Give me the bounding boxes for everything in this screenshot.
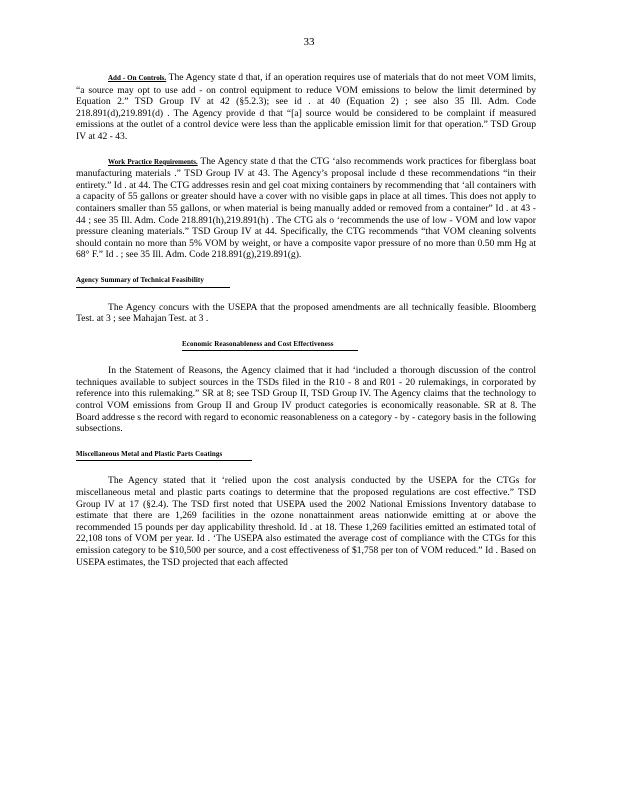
- paragraph-work-practice-requirements: [76, 156, 536, 261]
- heading-misc-metal-block: [76, 448, 536, 462]
- heading-economic-reasonableness: Economic Reasonableness and Cost Effectiveness: [182, 339, 334, 348]
- heading-agency-summary: Agency Summary of Technical Feasibility: [76, 275, 204, 284]
- heading-add-on-controls: Add - On Controls.: [108, 74, 167, 82]
- paragraph-misc-metal-plastic: The Agency stated that it ‘relied upon the cost analysis conducted by the USEPA for the CTGs for miscellaneous metal and plastic parts coatings to determine that the proposed regulations are cost effective.” TSD Group IV at 17 (§2.4). The TSD first noted that USEPA used the 2002 National Emissions Inventory database to estimate that there are 1,269 facilities in the ozone nonattainment areas nationwide emitting at or above the recommended 15 pounds per day applicability threshold. Id . at 18. These 1,269 facilities emitted an estimated total of 22,108 tons of VOM per year. Id . ‘The USEPA also estimated the average cost of compliance with the CTGs for this emission category to be $10,500 per source, and a cost effectiveness of $1,758 per ton of VOM reduced.” Id . Based on USEPA estimates, the TSD projected that each affected: [76, 475, 536, 568]
- heading-misc-metal-plastic: Miscellaneous Metal and Plastic Parts Coatings: [76, 449, 223, 458]
- paragraph-text: The Agency state d that the CTG ‘also recommends work practices for fiberglass boat manufacturing materials .” TSD Group IV at 43. The Agency’s proposal include d these recommendations “in their entirety.” Id . at 44. The CTG addresses resin and gel coat mixing containers by recommending that ‘all containers with a capacity of 55 gallons or greater should have a cover with no visible gaps in place at all times. This does not apply to containers smaller than 55 gallons, or when material is being manually added or removed from a container” Id . at 43 - 44 ; see 35 Ill. Adm. Code 218.891(h),219.891(h) . The CTG als o ‘recommends the use of low - VOM and low vapor pressure cleaning materials.” TSD Group IV at 44. Specifically, the CTG recommends “that VOM cleaning solvents should contain no more than 5% VOM by weight, or have a composite vapor pressure of no more than 0.50 mm Hg at 68° F.” Id . ; see 35 Ill. Adm. Code 218.891(g),219.891(g).: [76, 155, 536, 261]
- page-number: 33: [303, 36, 315, 48]
- paragraph-text: The Agency state d that, if an operation requires use of materials that do not meet VOM limits, “a source may opt to use add - on control equipment to reduce VOM emissions to below the limit determined by Equation 2.” TSD Group IV at 42 (§5.2.3); see id . at 40 (Equation 2) ; see also 35 Ill. Adm. Code 218.891(d),219.891(d) . The Agency provide d that “[a] source would be considered to be complaint if measured emissions at the outlet of a control device were less than the applicable emission limit for that operation.” TSD Group IV at 42 - 43.: [76, 72, 536, 142]
- paragraph-agency-summary: The Agency concurs with the USEPA that the proposed amendments are all technically feasible. Bloomberg Test. at 3 ; see Mahajan Test. at 3 .: [76, 301, 536, 325]
- page-body: [76, 72, 536, 581]
- heading-agency-summary-block: [76, 274, 536, 288]
- heading-economic-block: [76, 338, 536, 352]
- paragraph-economic-reasonableness: In the Statement of Reasons, the Agency claimed that it had ‘included a thorough discussion of the control techniques available to subject sources in the TSDs filed in the R10 - 8 and R01 - 20 rulemakings, in corporated by reference into this rulemaking.” SR at 8; see TSD Group II, TSD Group IV. The Agency claims that the technology to control VOM emissions from Group II and Group IV product categories is economically reasonable. SR at 8. The Board addresse s the record with regard to economic reasonableness on a category - by - category basis in the following subsections.: [76, 365, 536, 435]
- heading-work-practice-requirements: Work Practice Requirements.: [108, 157, 198, 166]
- paragraph-add-on-controls: [76, 72, 536, 143]
